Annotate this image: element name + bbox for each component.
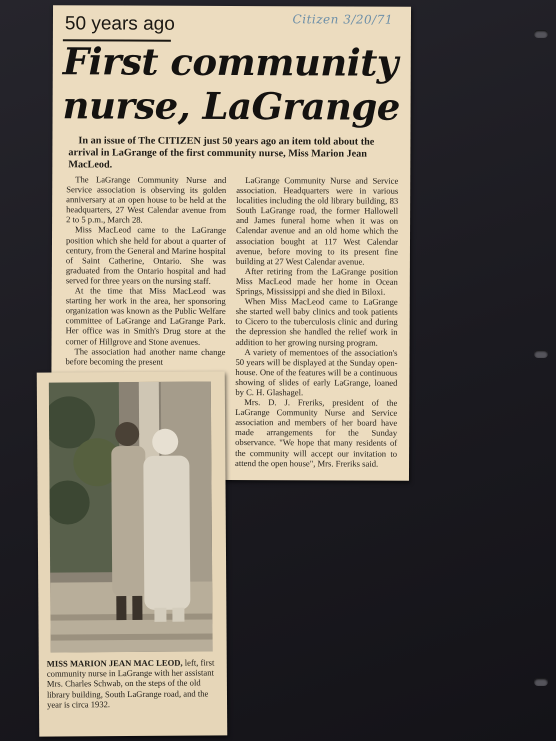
article-paragraph: LaGrange Community Nurse and Service association. Headquarters were in various localities including the old library building, 83 South LaGrange road, the former Hallowell and James funeral home when it was on Calendar avenue and an old home which the association bought at 117 West Calendar avenue, before moving to its present fine building at 27 West Calendar avenue. — [235, 175, 399, 267]
binder-ring — [534, 678, 548, 686]
article-paragraph: Miss MacLeod came to the LaGrange position which she held for about a quarter of century, from the General and Marine hospital of Saint Catherine, Ontario. She was graduated from the Ontario hospital and had served for three years on the nursing staff. — [65, 224, 227, 286]
kicker-label: 50 years ago — [64, 13, 175, 35]
article-paragraph: Mrs. D. J. Freriks, president of the LaGrange Community Nurse and Service association and members of her board have made arrangements for the Sunday observance. "We hope that many residents of the community will accept our invitation to attend the open house", Mrs. Freriks said. — [235, 397, 398, 469]
historic-photo — [49, 381, 213, 652]
photo-caption — [47, 657, 223, 709]
article-paragraph: The association had another name change before becoming the present — [65, 345, 226, 367]
photo-illustration — [49, 381, 213, 652]
binder-ring — [534, 350, 548, 358]
caption-text: left, first community nurse in LaGrange with her assistant Mrs. Charles Schwab, on the steps of the old library building, South LaGrange road, and the year is circa 1932. — [46, 657, 215, 710]
handwritten-date-note: Citizen 3/20/71 — [292, 12, 394, 27]
article-lead: In an issue of The CITIZEN just 50 years ago an item told about the arrival in LaGrange of the first community nurse, Miss Marion Jean MacLeod. — [68, 135, 375, 171]
article-paragraph: A variety of mementoes of the association's 50 years will be displayed at the Sunday open-house. One of the features will be a continuous showing of slides of early LaGrange, loaned by C. H. Glashagel. — [235, 346, 398, 398]
binder-ring — [534, 30, 548, 38]
article-column-right — [235, 175, 398, 468]
article-paragraph: At the time that Miss MacLeod was starting her work in the area, her sponsoring organization was known as the Public Welfare committee of LaGrange and LaGrange Park. Her office was in Smith's Drug store at the corner of Hillgrove and Stone avenues. — [65, 285, 226, 347]
photo-clipping — [37, 371, 228, 736]
caption-name: MISS MARION JEAN MAC LEOD, — [46, 657, 183, 669]
article-column-left — [65, 174, 226, 366]
article-paragraph: The LaGrange Community Nurse and Service association is observing its golden anniversary at an open house to be held at the headquarters, 27 West Calendar avenue from 2 to 5 p.m., March 28. — [66, 174, 227, 225]
article-headline: First community nurse, LaGrange — [62, 39, 401, 129]
article-paragraph: After retiring from the LaGrange position Miss MacLeod made her home in Ocean Springs, Mississippi and she died in Biloxi. — [235, 265, 398, 297]
article-paragraph: When Miss MacLeod came to LaGrange she started well baby clinics and took patients to Cicero to the tuberculosis clinic and during the depression she handled the relief work in addition to her growing nursing program. — [235, 296, 398, 348]
